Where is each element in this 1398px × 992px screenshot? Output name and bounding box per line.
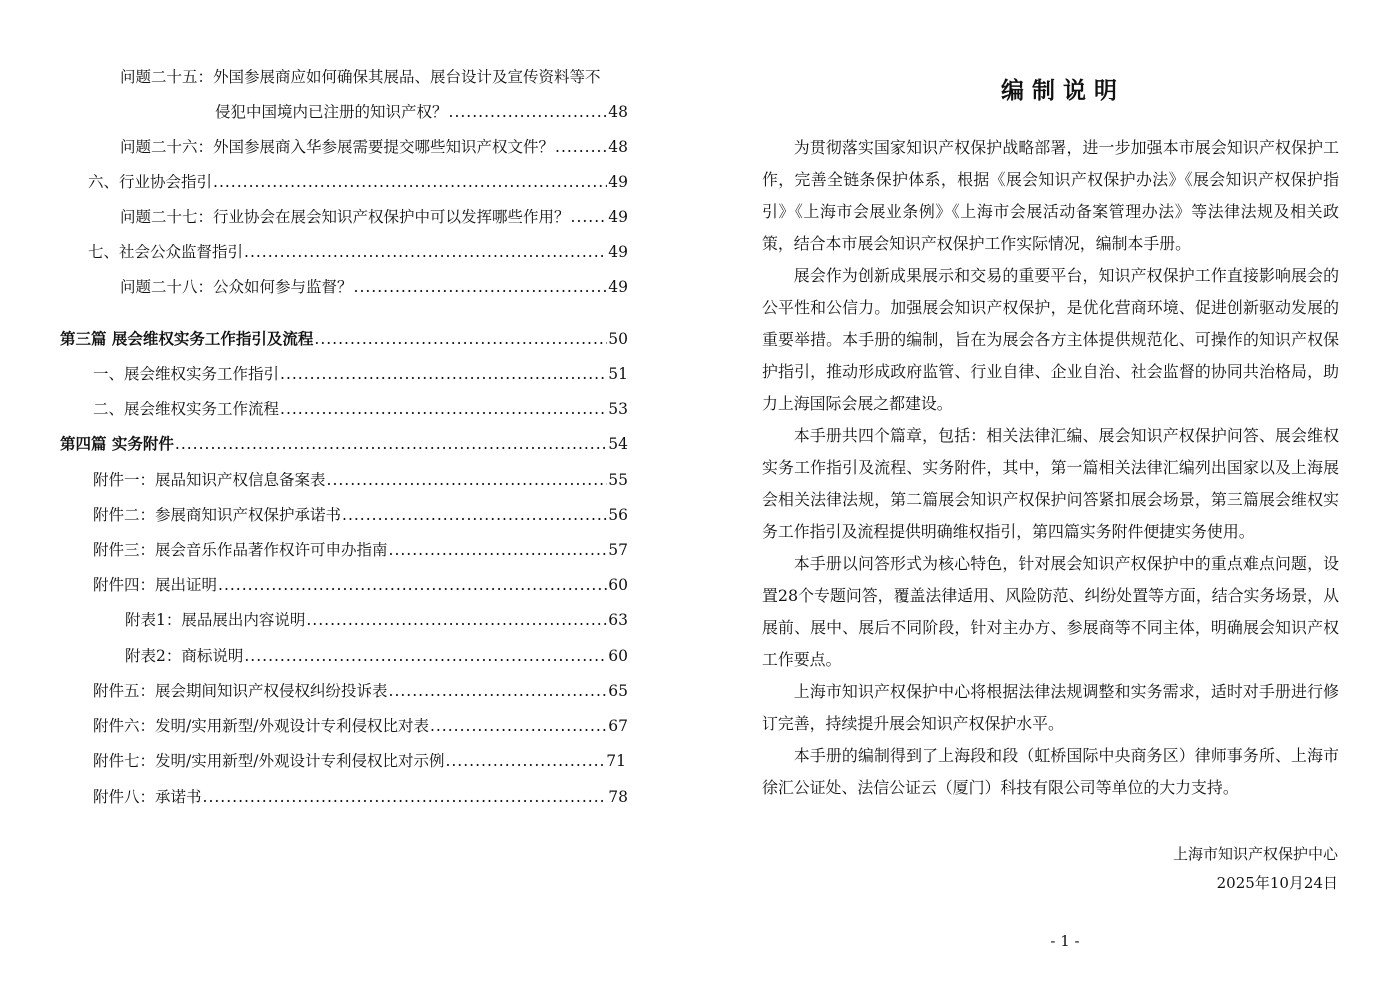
dot-leader <box>389 680 608 702</box>
toc-entry[interactable] <box>120 276 628 298</box>
toc-entry[interactable] <box>215 101 628 123</box>
dot-leader <box>218 574 607 596</box>
toc-label: 侵犯中国境内已注册的知识产权？ <box>215 103 448 121</box>
dot-leader <box>175 433 607 455</box>
toc-label: 问题二十六：外国参展商入华参展需要提交哪些知识产权文件？ <box>120 138 555 156</box>
preface-title: 编制说明 <box>1001 77 1125 104</box>
toc-label: 附件六：发明/实用新型/外观设计专利侵权比对表 <box>93 717 429 735</box>
page-number: - 1 - <box>1050 932 1080 950</box>
toc-page-number: 54 <box>608 435 628 453</box>
dot-leader <box>327 469 608 491</box>
dot-leader <box>213 171 607 193</box>
toc-entry[interactable] <box>88 171 628 193</box>
toc-label: 第四篇 实务附件 <box>60 434 174 453</box>
toc-page-number: 56 <box>608 506 628 524</box>
toc-page-number: 48 <box>608 138 628 156</box>
dot-leader <box>244 645 607 667</box>
dot-leader <box>430 715 607 737</box>
toc-page-number: 78 <box>608 788 628 806</box>
dot-leader <box>280 363 607 385</box>
toc-page-number: 67 <box>608 717 628 735</box>
toc-page-number: 49 <box>608 173 628 191</box>
toc-label: 附件四：展出证明 <box>93 576 218 594</box>
toc-page-number: 51 <box>608 365 628 383</box>
toc-page-number: 49 <box>608 208 628 226</box>
toc-label: 七、社会公众监督指引 <box>88 243 244 261</box>
toc-label: 一、展会维权实务工作指引 <box>93 365 280 383</box>
toc-page-number: 63 <box>608 611 628 629</box>
dot-leader <box>244 241 607 263</box>
toc-entry[interactable] <box>93 715 628 737</box>
toc-page-number: 49 <box>608 243 628 261</box>
toc-entry[interactable] <box>93 750 626 772</box>
toc-entry[interactable] <box>93 504 628 526</box>
dot-leader <box>314 328 607 350</box>
toc-label: 第三篇 展会维权实务工作指引及流程 <box>60 329 314 348</box>
toc-page-number: 48 <box>608 103 628 121</box>
toc-entry-part4[interactable] <box>60 433 628 455</box>
toc-entry[interactable] <box>88 241 628 263</box>
toc-entry[interactable] <box>93 574 628 596</box>
toc-entry[interactable] <box>93 680 628 702</box>
toc-label: 附表2：商标说明 <box>125 647 244 665</box>
toc-label: 附件一：展品知识产权信息备案表 <box>93 471 326 489</box>
toc-label: 附件三：展会音乐作品著作权许可申办指南 <box>93 541 388 559</box>
dot-leader <box>555 136 607 158</box>
toc-entry[interactable] <box>125 645 628 667</box>
preface-paragraph: 展会作为创新成果展示和交易的重要平台，知识产权保护工作直接影响展会的公平性和公信力。加强展会知识产权保护，是优化营商环境、促进创新驱动发展的重要举措。本手册的编制，旨在为展会各方主体提供规范化、可操作的知识产权保护指引，推动形成政府监管、行业自律、企业自治、社会监督的协同共治格局，助力上海国际会展之都建设。 <box>762 266 1339 413</box>
toc-page-number: 60 <box>608 647 628 665</box>
toc-label: 六、行业协会指引 <box>88 173 213 191</box>
toc-q25-line1: 问题二十五：外国参展商应如何确保其展品、展台设计及宣传资料等不 <box>120 68 601 86</box>
toc-page-number: 50 <box>608 330 628 348</box>
dot-leader <box>389 539 608 561</box>
dot-leader <box>449 101 608 123</box>
preface-body <box>762 132 1339 804</box>
toc-label: 二、展会维权实务工作流程 <box>93 400 280 418</box>
dot-leader <box>306 609 607 631</box>
preface-paragraph: 本手册共四个篇章，包括：相关法律汇编、展会知识产权保护问答、展会维权实务工作指引及流程、实务附件，其中，第一篇相关法律汇编列出国家以及上海展会相关法律法规，第二篇展会知识产权保护问答紧扣展会场景，第三篇展会维权实务工作指引及流程提供明确维权指引，第四篇实务附件便捷实务使用。 <box>762 426 1339 541</box>
toc-entry[interactable] <box>93 539 628 561</box>
toc-entry[interactable] <box>120 136 628 158</box>
toc-entry[interactable] <box>125 609 628 631</box>
toc-entry[interactable] <box>93 469 628 491</box>
dot-leader <box>445 750 605 772</box>
toc-page-number: 65 <box>608 682 628 700</box>
toc-label: 附件七：发明/实用新型/外观设计专利侵权比对示例 <box>93 752 445 770</box>
toc-entry[interactable] <box>120 206 628 228</box>
toc-label: 附件五：展会期间知识产权侵权纠纷投诉表 <box>93 682 388 700</box>
toc-entry-part3[interactable] <box>60 328 628 350</box>
toc-page-number: 60 <box>608 576 628 594</box>
dot-leader <box>571 206 608 228</box>
signature-date: 2025年10月24日 <box>1216 874 1338 892</box>
toc-entry[interactable] <box>93 398 628 420</box>
toc-entry[interactable] <box>93 363 628 385</box>
toc-label: 问题二十七：行业协会在展会知识产权保护中可以发挥哪些作用？ <box>120 208 570 226</box>
dot-leader <box>354 276 608 298</box>
preface-paragraph: 本手册的编制得到了上海段和段（虹桥国际中央商务区）律师事务所、上海市徐汇公证处、法信公证云（厦门）科技有限公司等单位的大力支持。 <box>762 746 1339 797</box>
toc-label: 附件八：承诺书 <box>93 788 202 806</box>
toc-label: 附件二：参展商知识产权保护承诺书 <box>93 506 342 524</box>
toc-label: 附表1：展品展出内容说明 <box>125 611 306 629</box>
dot-leader <box>280 398 607 420</box>
dot-leader <box>342 504 607 526</box>
toc-page-number: 55 <box>608 471 628 489</box>
toc-label: 问题二十八：公众如何参与监督？ <box>120 278 353 296</box>
preface-paragraph: 上海市知识产权保护中心将根据法律法规调整和实务需求，适时对手册进行修订完善，持续提升展会知识产权保护水平。 <box>762 682 1339 733</box>
dot-leader <box>203 786 608 808</box>
toc-page-number: 57 <box>608 541 628 559</box>
toc-page-number: 71 <box>606 752 626 770</box>
toc-page-number: 49 <box>608 278 628 296</box>
toc-entry[interactable] <box>93 786 628 808</box>
preface-paragraph: 为贯彻落实国家知识产权保护战略部署，进一步加强本市展会知识产权保护工作，完善全链条保护体系，根据《展会知识产权保护办法》《展会知识产权保护指引》《上海市会展业条例》《上海市会展活动备案管理办法》等法律法规及相关政策，结合本市展会知识产权保护工作实际情况，编制本手册。 <box>762 138 1339 253</box>
signature-org: 上海市知识产权保护中心 <box>1172 845 1338 863</box>
preface-paragraph: 本手册以问答形式为核心特色，针对展会知识产权保护中的重点难点问题，设置28个专题问答，覆盖法律适用、风险防范、纠纷处置等方面，结合实务场景，从展前、展中、展后不同阶段，针对主办方、参展商等不同主体，明确展会知识产权工作要点。 <box>762 554 1339 669</box>
toc-page-number: 53 <box>608 400 628 418</box>
